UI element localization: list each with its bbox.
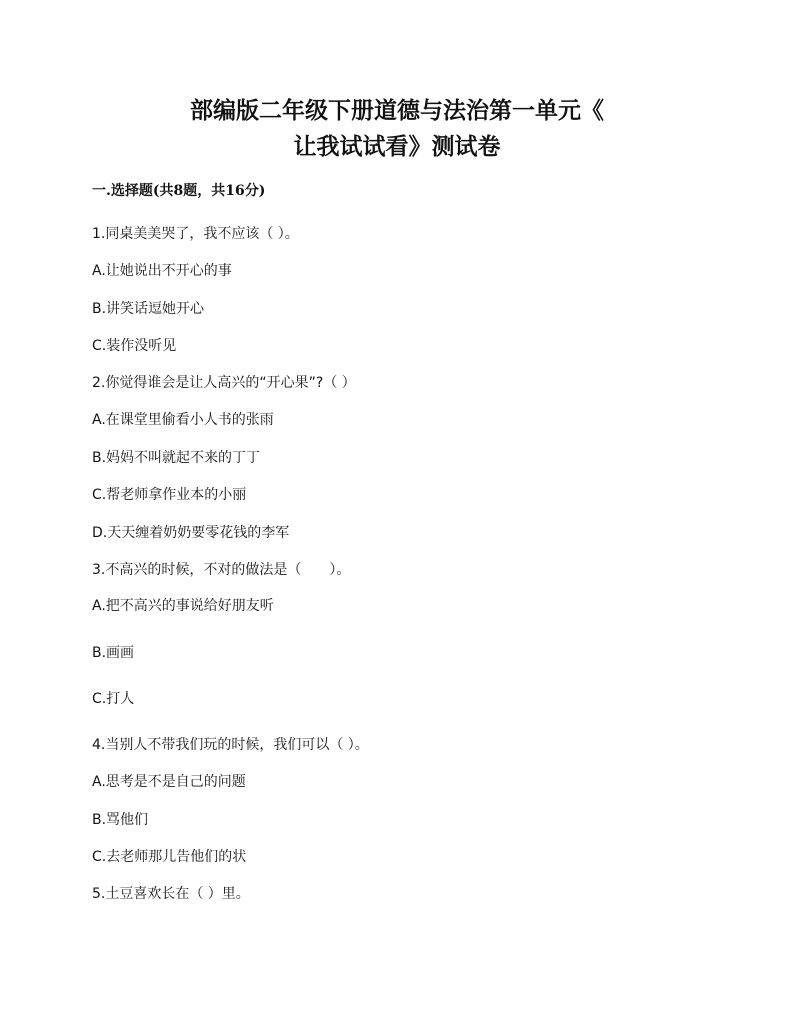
question-2-option-d: D.天天缠着奶奶要零花钱的李军 — [92, 525, 290, 541]
question-2-stem: 2.你觉得谁会是让人高兴的“开心果”?（ ） — [92, 375, 356, 391]
question-3-stem: 3.不高兴的时候，不对的做法是（ ）。 — [92, 562, 351, 578]
question-1-option-b: B.讲笑话逗她开心 — [92, 301, 205, 317]
document-title-line-2: 让我试试看》测试卷 — [293, 133, 501, 160]
section-heading: 一.选择题(共8题，共16分) — [92, 183, 266, 199]
question-4-option-a: A.思考是不是自己的问题 — [92, 774, 246, 790]
document-title-line-1: 部编版二年级下册道德与法治第一单元《 — [190, 97, 604, 124]
question-2-option-b: B.妈妈不叫就起不来的丁丁 — [92, 450, 261, 466]
question-3-option-c: C.打人 — [92, 691, 135, 707]
question-2-option-c: C.帮老师拿作业本的小丽 — [92, 487, 247, 503]
question-4-option-c: C.去老师那儿告他们的状 — [92, 849, 247, 865]
question-2-option-a: A.在课堂里偷看小人书的张雨 — [92, 412, 274, 428]
question-1-option-a: A.让她说出不开心的事 — [92, 263, 232, 279]
question-3-option-b: B.画画 — [92, 645, 135, 661]
question-3-option-a: A.把不高兴的事说给好朋友听 — [92, 598, 274, 614]
question-1-stem: 1.同桌美美哭了，我不应该（ ）。 — [92, 226, 299, 242]
question-5-stem: 5.土豆喜欢长在（ ）里。 — [92, 886, 250, 902]
question-4-stem: 4.当别人不带我们玩的时候，我们可以（ ）。 — [92, 737, 369, 753]
question-4-option-b: B.骂他们 — [92, 812, 149, 828]
question-1-option-c: C.装作没听见 — [92, 338, 177, 354]
